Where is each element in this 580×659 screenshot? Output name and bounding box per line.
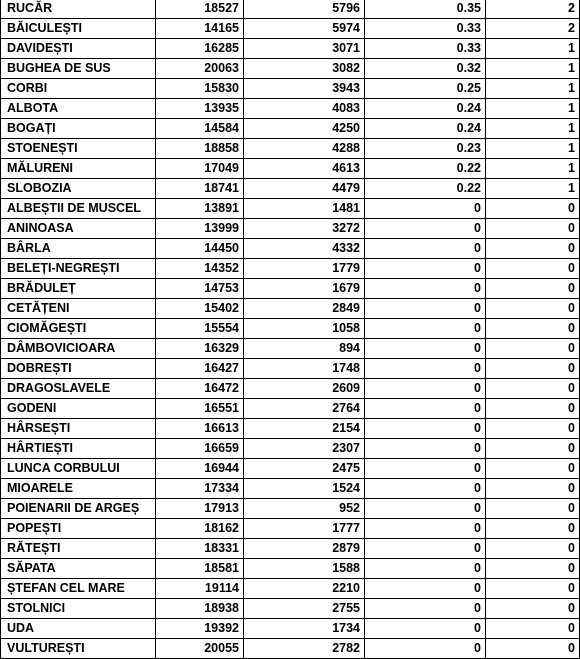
value-a-cell[interactable]: 18858: [156, 139, 244, 159]
table-row: [0, 259, 580, 279]
value-a-cell[interactable]: 14165: [156, 19, 244, 39]
ratio-cell[interactable]: 0.24: [365, 99, 486, 119]
count-cell[interactable]: 0: [486, 499, 580, 519]
ratio-cell[interactable]: 0: [365, 319, 486, 339]
value-a-cell[interactable]: 20063: [156, 59, 244, 79]
ratio-cell[interactable]: 0.33: [365, 19, 486, 39]
value-b-cell[interactable]: 1588: [244, 559, 365, 579]
ratio-cell[interactable]: 0.25: [365, 79, 486, 99]
table-row: [0, 219, 580, 239]
value-b-cell[interactable]: 4613: [244, 159, 365, 179]
locality-name-cell[interactable]: SLOBOZIA: [0, 179, 156, 199]
table-row: [0, 119, 580, 139]
value-a-cell[interactable]: 19114: [156, 579, 244, 599]
ratio-cell[interactable]: 0: [365, 239, 486, 259]
locality-name-cell[interactable]: DRAGOSLAVELE: [0, 379, 156, 399]
count-cell[interactable]: 0: [486, 639, 580, 659]
table-row: [0, 439, 580, 459]
ratio-cell[interactable]: 0: [365, 639, 486, 659]
value-a-cell[interactable]: 13891: [156, 199, 244, 219]
value-a-cell[interactable]: 14450: [156, 239, 244, 259]
table-row: [0, 319, 580, 339]
locality-name-cell[interactable]: BĂICULEȘTI: [0, 19, 156, 39]
ratio-cell[interactable]: 0: [365, 559, 486, 579]
value-a-cell[interactable]: 14352: [156, 259, 244, 279]
value-b-cell[interactable]: 894: [244, 339, 365, 359]
value-a-cell[interactable]: 18162: [156, 519, 244, 539]
value-a-cell[interactable]: 16944: [156, 459, 244, 479]
value-a-cell[interactable]: 16472: [156, 379, 244, 399]
count-cell[interactable]: 0: [486, 619, 580, 639]
table-row: [0, 179, 580, 199]
locality-name-cell[interactable]: HÂRSEȘTI: [0, 419, 156, 439]
value-a-cell[interactable]: 16659: [156, 439, 244, 459]
ratio-cell[interactable]: 0: [365, 479, 486, 499]
locality-name-cell[interactable]: CORBI: [0, 79, 156, 99]
count-cell[interactable]: 1: [486, 119, 580, 139]
count-cell[interactable]: 0: [486, 599, 580, 619]
count-cell[interactable]: 1: [486, 39, 580, 59]
table-row: [0, 499, 580, 519]
value-b-cell[interactable]: 2849: [244, 299, 365, 319]
ratio-cell[interactable]: 0.33: [365, 39, 486, 59]
locality-name-cell[interactable]: CIOMĂGEȘTI: [0, 319, 156, 339]
value-a-cell[interactable]: 20055: [156, 639, 244, 659]
value-b-cell[interactable]: 1679: [244, 279, 365, 299]
table-row: [0, 19, 580, 39]
ratio-cell[interactable]: 0: [365, 579, 486, 599]
value-b-cell[interactable]: 5796: [244, 0, 365, 19]
count-cell[interactable]: 0: [486, 379, 580, 399]
table-row: [0, 579, 580, 599]
count-cell[interactable]: 2: [486, 0, 580, 19]
locality-name-cell[interactable]: DÂMBOVICIOARA: [0, 339, 156, 359]
ratio-cell[interactable]: 0: [365, 499, 486, 519]
count-cell[interactable]: 0: [486, 479, 580, 499]
value-b-cell[interactable]: 4250: [244, 119, 365, 139]
ratio-cell[interactable]: 0: [365, 419, 486, 439]
table-row: [0, 619, 580, 639]
count-cell[interactable]: 1: [486, 179, 580, 199]
locality-name-cell[interactable]: LUNCA CORBULUI: [0, 459, 156, 479]
count-cell[interactable]: 0: [486, 239, 580, 259]
table-row: [0, 599, 580, 619]
table-row: [0, 559, 580, 579]
value-b-cell[interactable]: 2154: [244, 419, 365, 439]
value-b-cell[interactable]: 4332: [244, 239, 365, 259]
value-b-cell[interactable]: 4083: [244, 99, 365, 119]
table-row: [0, 399, 580, 419]
value-a-cell[interactable]: 15402: [156, 299, 244, 319]
value-b-cell[interactable]: 952: [244, 499, 365, 519]
value-a-cell[interactable]: 13935: [156, 99, 244, 119]
value-b-cell[interactable]: 4288: [244, 139, 365, 159]
ratio-cell[interactable]: 0: [365, 459, 486, 479]
table-row: [0, 0, 580, 19]
value-a-cell[interactable]: 18938: [156, 599, 244, 619]
locality-name-cell[interactable]: MĂLURENI: [0, 159, 156, 179]
ratio-cell[interactable]: 0.24: [365, 119, 486, 139]
locality-name-cell[interactable]: CETĂȚENI: [0, 299, 156, 319]
count-cell[interactable]: 0: [486, 559, 580, 579]
locality-name-cell[interactable]: STOENEȘTI: [0, 139, 156, 159]
table-row: [0, 279, 580, 299]
value-b-cell[interactable]: 3082: [244, 59, 365, 79]
count-cell[interactable]: 0: [486, 199, 580, 219]
value-a-cell[interactable]: 17049: [156, 159, 244, 179]
value-b-cell[interactable]: 2764: [244, 399, 365, 419]
table-row: [0, 539, 580, 559]
locality-name-cell[interactable]: GODENI: [0, 399, 156, 419]
count-cell[interactable]: 0: [486, 299, 580, 319]
value-b-cell[interactable]: 1779: [244, 259, 365, 279]
value-b-cell[interactable]: 2879: [244, 539, 365, 559]
value-a-cell[interactable]: 17334: [156, 479, 244, 499]
ratio-cell[interactable]: 0: [365, 619, 486, 639]
value-b-cell[interactable]: 3272: [244, 219, 365, 239]
ratio-cell[interactable]: 0.22: [365, 159, 486, 179]
value-a-cell[interactable]: 16329: [156, 339, 244, 359]
locality-name-cell[interactable]: BUGHEA DE SUS: [0, 59, 156, 79]
table-row: [0, 639, 580, 659]
count-cell[interactable]: 1: [486, 59, 580, 79]
ratio-cell[interactable]: 0.22: [365, 179, 486, 199]
locality-name-cell[interactable]: UDA: [0, 619, 156, 639]
value-a-cell[interactable]: 16613: [156, 419, 244, 439]
value-b-cell[interactable]: 2782: [244, 639, 365, 659]
ratio-cell[interactable]: 0: [365, 539, 486, 559]
table-row: [0, 459, 580, 479]
table-row: [0, 419, 580, 439]
value-b-cell[interactable]: 2307: [244, 439, 365, 459]
count-cell[interactable]: 0: [486, 219, 580, 239]
value-b-cell[interactable]: 1734: [244, 619, 365, 639]
locality-name-cell[interactable]: MIOARELE: [0, 479, 156, 499]
ratio-cell[interactable]: 0.23: [365, 139, 486, 159]
table-row: [0, 139, 580, 159]
value-b-cell[interactable]: 1481: [244, 199, 365, 219]
count-cell[interactable]: 0: [486, 579, 580, 599]
locality-name-cell[interactable]: ȘTEFAN CEL MARE: [0, 579, 156, 599]
locality-name-cell[interactable]: RĂTEȘTI: [0, 539, 156, 559]
count-cell[interactable]: 0: [486, 519, 580, 539]
locality-name-cell[interactable]: BOGAȚI: [0, 119, 156, 139]
ratio-cell[interactable]: 0: [365, 259, 486, 279]
value-a-cell[interactable]: 18741: [156, 179, 244, 199]
ratio-cell[interactable]: 0: [365, 599, 486, 619]
locality-name-cell[interactable]: BELEȚI-NEGREȘTI: [0, 259, 156, 279]
value-a-cell[interactable]: 16285: [156, 39, 244, 59]
count-cell[interactable]: 1: [486, 159, 580, 179]
value-b-cell[interactable]: 1748: [244, 359, 365, 379]
table-row: [0, 359, 580, 379]
locality-name-cell[interactable]: HÂRTIEȘTI: [0, 439, 156, 459]
table-row: [0, 479, 580, 499]
locality-name-cell[interactable]: BRĂDULEȚ: [0, 279, 156, 299]
locality-name-cell[interactable]: DAVIDEȘTI: [0, 39, 156, 59]
table-row: [0, 519, 580, 539]
value-a-cell[interactable]: 14584: [156, 119, 244, 139]
locality-name-cell[interactable]: ANINOASA: [0, 219, 156, 239]
count-cell[interactable]: 1: [486, 139, 580, 159]
count-cell[interactable]: 0: [486, 279, 580, 299]
table-row: [0, 159, 580, 179]
value-b-cell[interactable]: 2210: [244, 579, 365, 599]
table-row: [0, 339, 580, 359]
count-cell[interactable]: 2: [486, 19, 580, 39]
locality-name-cell[interactable]: ALBOTA: [0, 99, 156, 119]
value-a-cell[interactable]: 14753: [156, 279, 244, 299]
value-a-cell[interactable]: 13999: [156, 219, 244, 239]
ratio-cell[interactable]: 0: [365, 439, 486, 459]
locality-name-cell[interactable]: ALBEȘTII DE MUSCEL: [0, 199, 156, 219]
locality-name-cell[interactable]: SĂPATA: [0, 559, 156, 579]
ratio-cell[interactable]: 0.32: [365, 59, 486, 79]
value-b-cell[interactable]: 4479: [244, 179, 365, 199]
locality-name-cell[interactable]: DOBREȘTI: [0, 359, 156, 379]
count-cell[interactable]: 1: [486, 79, 580, 99]
value-b-cell[interactable]: 1777: [244, 519, 365, 539]
value-b-cell[interactable]: 5974: [244, 19, 365, 39]
table-row: [0, 99, 580, 119]
ratio-cell[interactable]: 0: [365, 279, 486, 299]
value-b-cell[interactable]: 2609: [244, 379, 365, 399]
ratio-cell[interactable]: 0: [365, 219, 486, 239]
count-cell[interactable]: 0: [486, 539, 580, 559]
ratio-cell[interactable]: 0: [365, 379, 486, 399]
value-a-cell[interactable]: 16427: [156, 359, 244, 379]
count-cell[interactable]: 0: [486, 259, 580, 279]
table-row: [0, 299, 580, 319]
locality-name-cell[interactable]: BÂRLA: [0, 239, 156, 259]
value-a-cell[interactable]: 15554: [156, 319, 244, 339]
value-a-cell[interactable]: 19392: [156, 619, 244, 639]
locality-name-cell[interactable]: POPEȘTI: [0, 519, 156, 539]
locality-name-cell[interactable]: VULTUREȘTI: [0, 639, 156, 659]
ratio-cell[interactable]: 0: [365, 359, 486, 379]
value-a-cell[interactable]: 18527: [156, 0, 244, 19]
ratio-cell[interactable]: 0: [365, 299, 486, 319]
value-a-cell[interactable]: 17913: [156, 499, 244, 519]
locality-name-cell[interactable]: POIENARII DE ARGEȘ: [0, 499, 156, 519]
value-a-cell[interactable]: 16551: [156, 399, 244, 419]
value-b-cell[interactable]: 1058: [244, 319, 365, 339]
ratio-cell[interactable]: 0: [365, 199, 486, 219]
value-b-cell[interactable]: 2755: [244, 599, 365, 619]
value-b-cell[interactable]: 3071: [244, 39, 365, 59]
ratio-cell[interactable]: 0: [365, 519, 486, 539]
table-row: [0, 39, 580, 59]
table-row: [0, 79, 580, 99]
value-a-cell[interactable]: 18581: [156, 559, 244, 579]
count-cell[interactable]: 0: [486, 399, 580, 419]
table-row: [0, 239, 580, 259]
locality-name-cell[interactable]: RUCĂR: [0, 0, 156, 19]
count-cell[interactable]: 0: [486, 439, 580, 459]
value-a-cell[interactable]: 18331: [156, 539, 244, 559]
count-cell[interactable]: 0: [486, 459, 580, 479]
table-row: [0, 59, 580, 79]
value-a-cell[interactable]: 15830: [156, 79, 244, 99]
table-row: [0, 199, 580, 219]
count-cell[interactable]: 0: [486, 359, 580, 379]
count-cell[interactable]: 0: [486, 339, 580, 359]
ratio-cell[interactable]: 0: [365, 399, 486, 419]
value-b-cell[interactable]: 2475: [244, 459, 365, 479]
count-cell[interactable]: 0: [486, 319, 580, 339]
ratio-cell[interactable]: 0.35: [365, 0, 486, 19]
value-b-cell[interactable]: 3943: [244, 79, 365, 99]
ratio-cell[interactable]: 0: [365, 339, 486, 359]
locality-name-cell[interactable]: STOLNICI: [0, 599, 156, 619]
table-row: [0, 379, 580, 399]
count-cell[interactable]: 1: [486, 99, 580, 119]
value-b-cell[interactable]: 1524: [244, 479, 365, 499]
count-cell[interactable]: 0: [486, 419, 580, 439]
